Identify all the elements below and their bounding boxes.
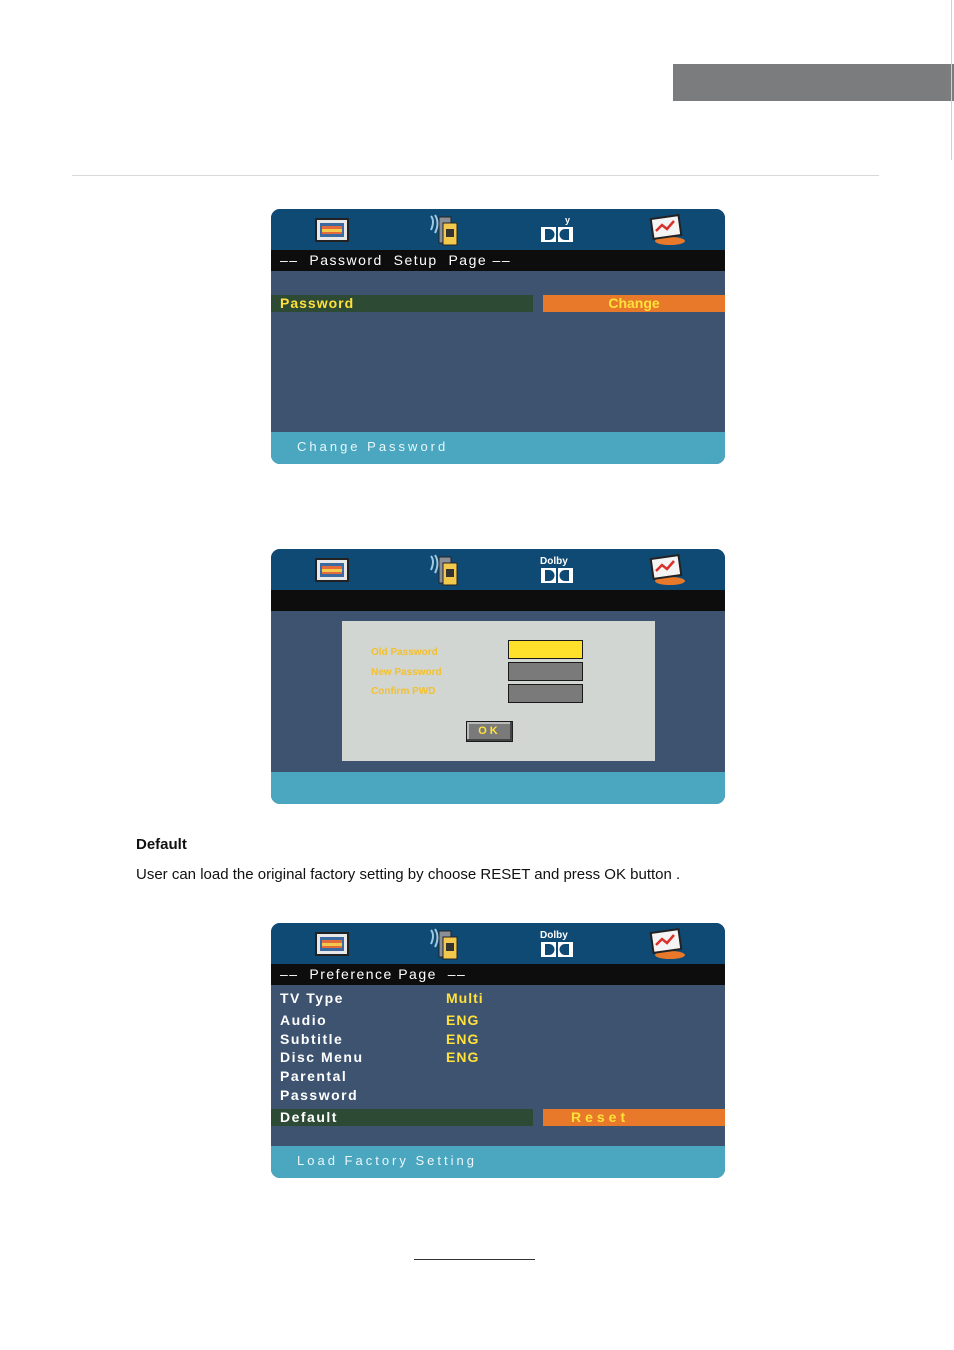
old-password-field[interactable] [508, 640, 583, 659]
preference-icon[interactable] [648, 553, 686, 587]
menu-icon-bar [271, 549, 725, 590]
menu-item-tv-type[interactable]: TV Type [280, 990, 344, 1006]
password-setup-screen [271, 209, 725, 464]
menu-item-disc-menu[interactable]: Disc Menu [280, 1049, 364, 1065]
status-text: Load Factory Setting [297, 1153, 477, 1168]
page-edge-line [951, 0, 952, 160]
tv-screen-icon[interactable] [313, 213, 351, 247]
menu-icon-bar [271, 209, 725, 250]
dolby-label: Dolby [540, 930, 568, 941]
ok-button[interactable]: OK [466, 721, 513, 742]
page-title-bar [271, 250, 725, 271]
status-bar [271, 432, 725, 464]
dolby-icon[interactable] [539, 927, 577, 961]
status-bar [271, 1146, 725, 1178]
page-title: –– Password Setup Page –– [280, 252, 512, 268]
header-tab-bar [673, 64, 954, 101]
preference-screen [271, 923, 725, 1178]
password-dialog [342, 621, 655, 761]
new-password-label: New Password [371, 667, 442, 678]
dolby-label: Dolby [540, 556, 568, 567]
page-title: –– Preference Page –– [280, 966, 467, 982]
menu-item-subtitle[interactable]: Subtitle [280, 1031, 344, 1047]
reset-button[interactable]: Reset [543, 1109, 725, 1126]
menu-item-audio[interactable]: Audio [280, 1012, 328, 1028]
dolby-icon[interactable] [539, 213, 577, 247]
confirm-pwd-field[interactable] [508, 684, 583, 703]
change-password-screen [271, 549, 725, 804]
tv-screen-icon[interactable] [313, 553, 351, 587]
preference-icon[interactable] [648, 927, 686, 961]
section-heading: Default [136, 836, 187, 853]
password-row[interactable] [271, 295, 533, 312]
preference-icon[interactable] [648, 213, 686, 247]
menu-item-parental[interactable]: Parental [280, 1068, 348, 1084]
default-row-label: Default [280, 1109, 338, 1125]
speaker-audio-icon[interactable] [427, 927, 465, 961]
section-description: User can load the original factory setting by choose RESET and press OK button . [136, 866, 681, 883]
menu-item-password[interactable]: Password [280, 1087, 359, 1103]
audio-value: ENG [446, 1012, 480, 1028]
tv-screen-icon[interactable] [313, 927, 351, 961]
menu-icon-bar [271, 923, 725, 964]
subtitle-value: ENG [446, 1031, 480, 1047]
speaker-audio-icon[interactable] [427, 213, 465, 247]
header-rule [72, 175, 879, 176]
change-password-button[interactable]: Change [543, 295, 725, 312]
status-bar [271, 772, 725, 804]
new-password-field[interactable] [508, 662, 583, 681]
dolby-icon[interactable] [539, 553, 577, 587]
status-text: Change Password [297, 439, 449, 454]
menu-item-default[interactable] [271, 1109, 533, 1126]
page-title-bar [271, 590, 725, 611]
page-title-bar [271, 964, 725, 985]
speaker-audio-icon[interactable] [427, 553, 465, 587]
tv-type-value: Multi [446, 990, 484, 1006]
disc-menu-value: ENG [446, 1049, 480, 1065]
password-row-label: Password [280, 295, 355, 311]
confirm-pwd-label: Confirm PWD [371, 686, 436, 697]
old-password-label: Old Password [371, 647, 438, 658]
dolby-fragment-label: y [565, 215, 571, 225]
footer-line [414, 1259, 535, 1260]
